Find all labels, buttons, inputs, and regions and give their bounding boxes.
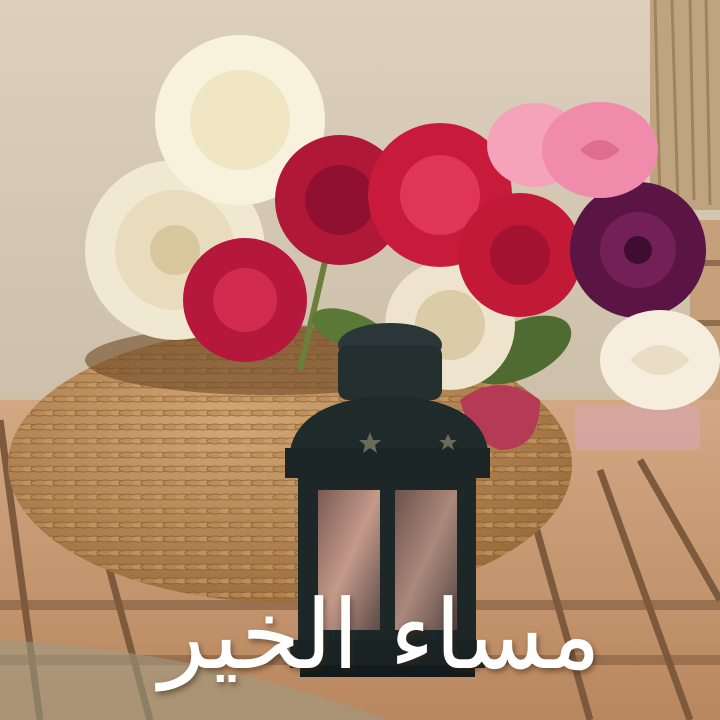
purple-dahlia [570, 182, 706, 318]
white-rose [600, 310, 720, 410]
curtain [650, 0, 720, 210]
greeting-text: مساء الخير [159, 579, 601, 691]
